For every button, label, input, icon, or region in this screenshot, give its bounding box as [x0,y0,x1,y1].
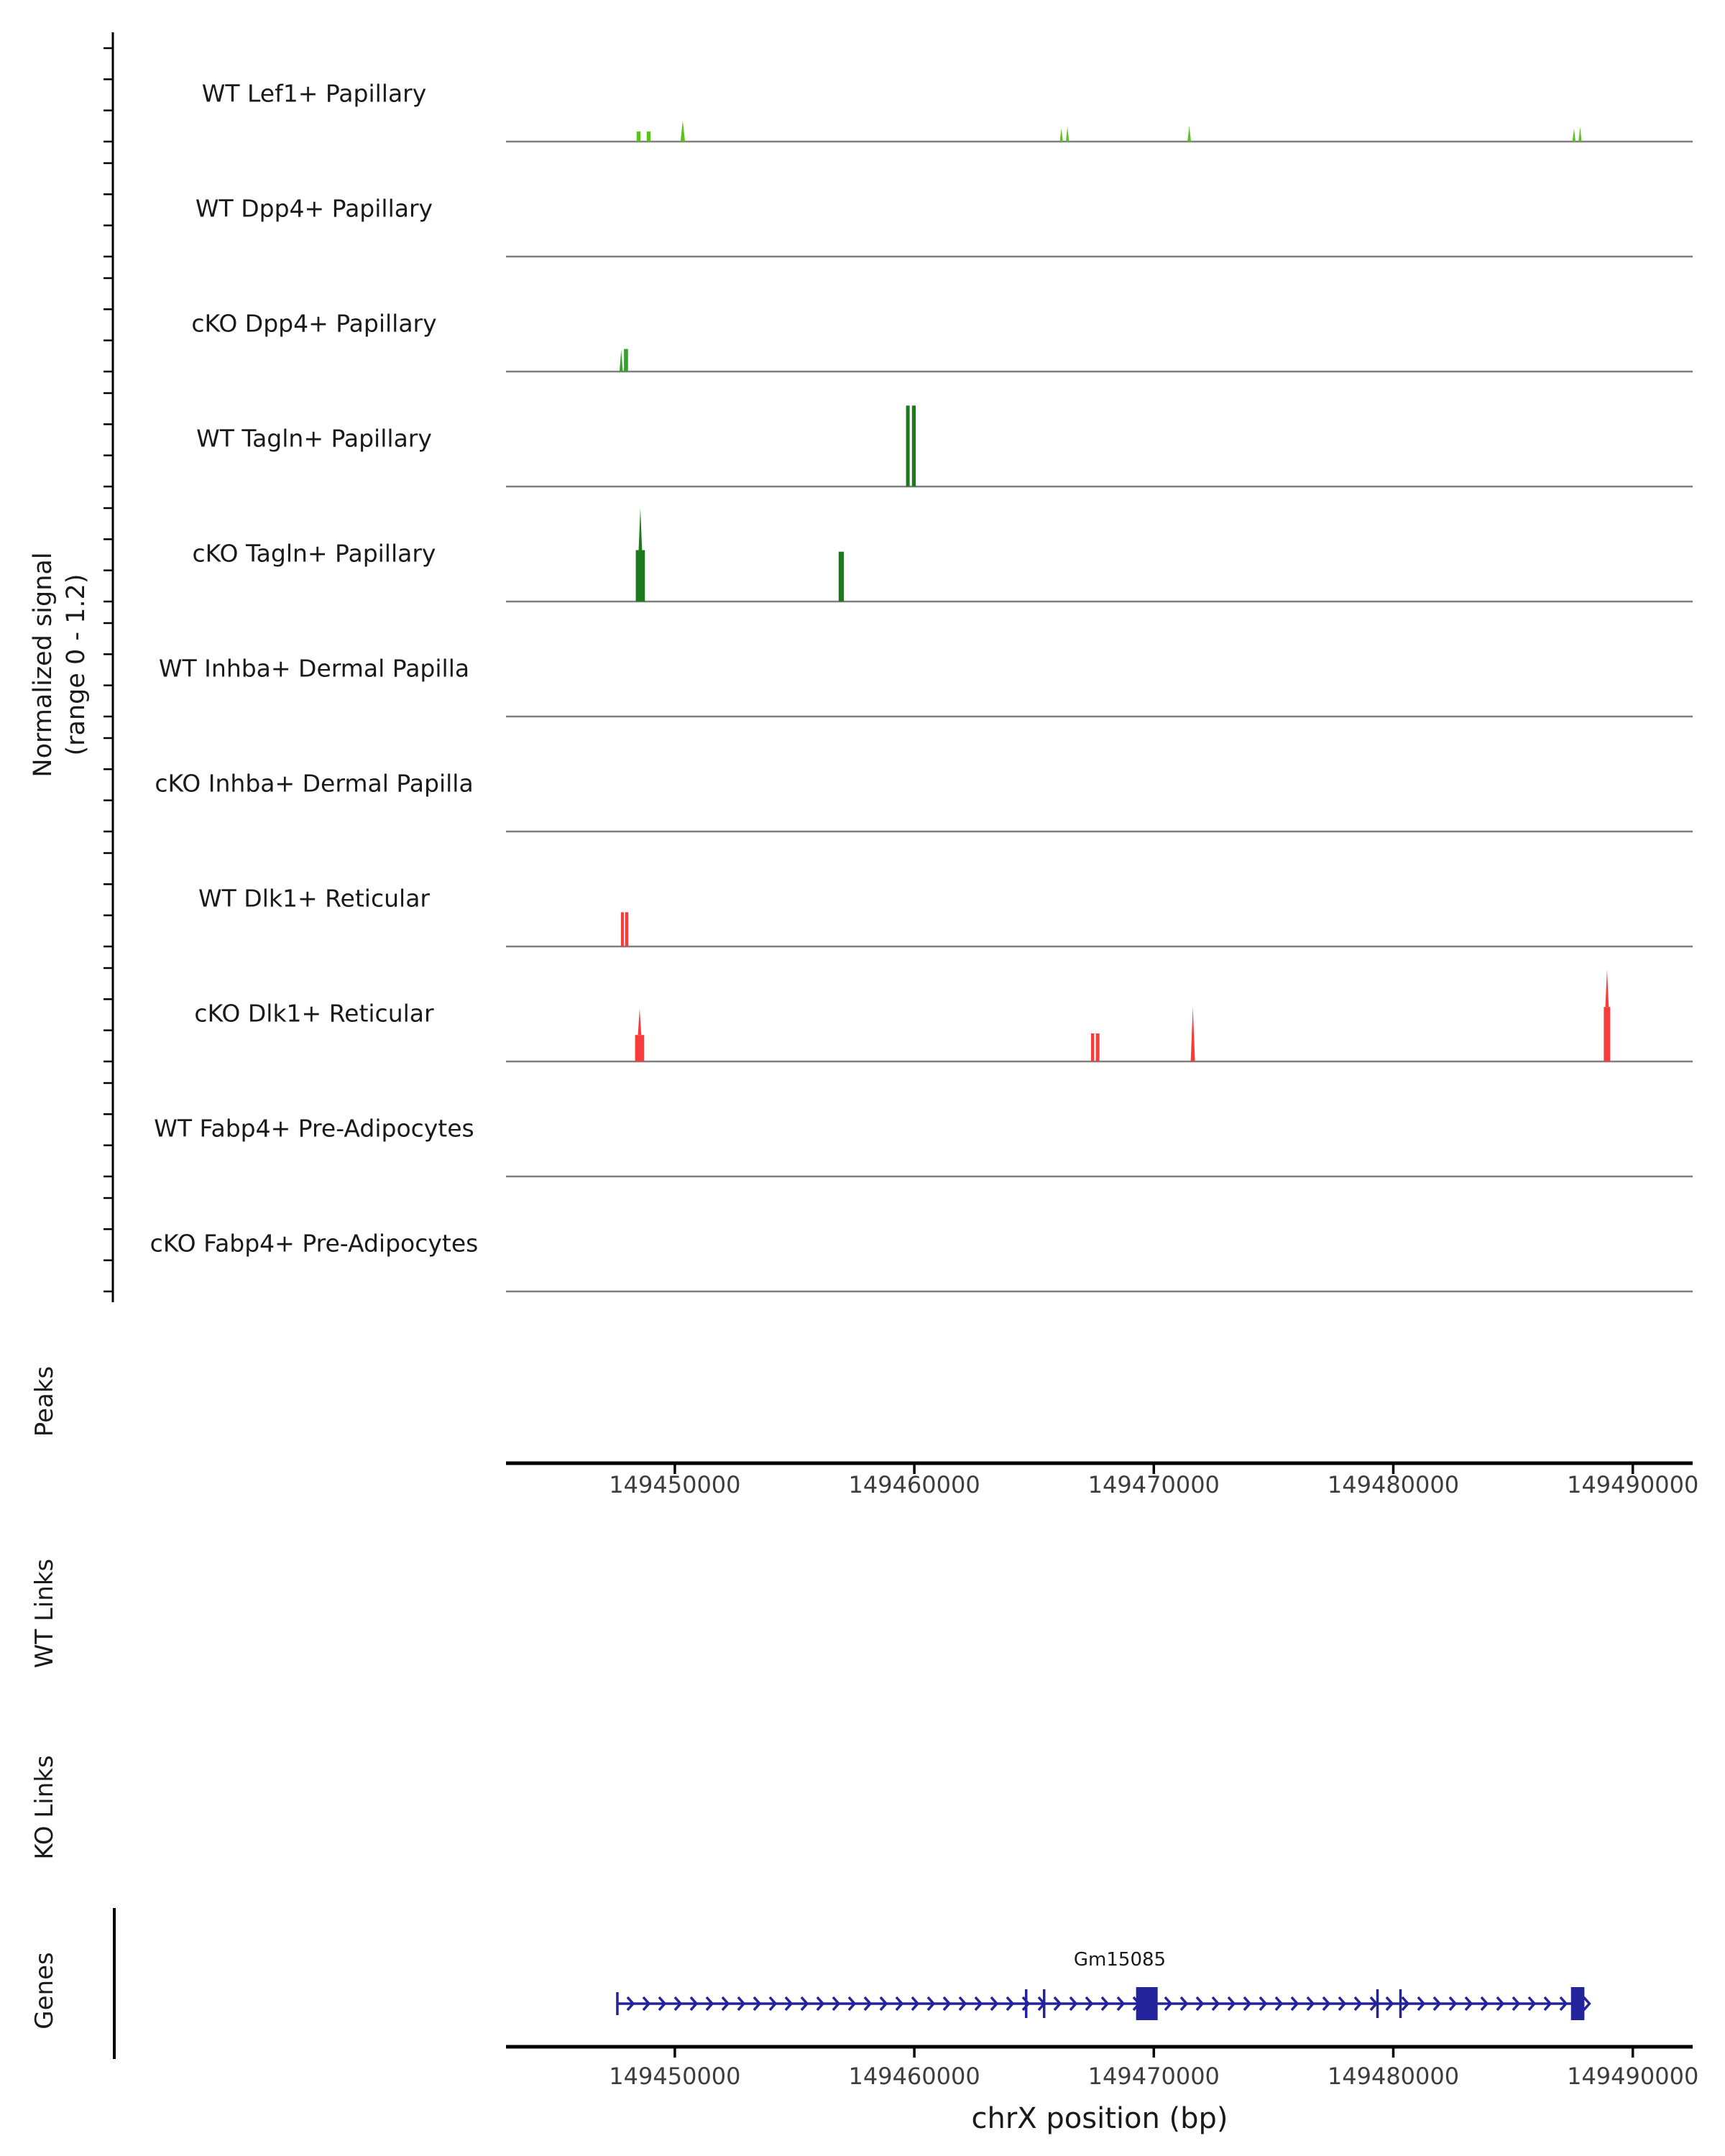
signal-peak [635,1035,645,1061]
signal-peak [912,405,916,487]
genes-axis-tick-label: 149490000 [1567,2063,1699,2090]
peaks-axis-tick-label: 149490000 [1567,1471,1699,1498]
signal-peak [1604,1007,1610,1061]
track-label: WT Dpp4+ Papillary [195,194,433,223]
section-label-wt-links: WT Links [30,1558,59,1669]
signal-peak [636,550,645,602]
genes-axis-tick-label: 149480000 [1327,2063,1460,2090]
signal-peak [637,132,640,142]
signal-peak [1066,126,1069,142]
section-label-genes: Genes [30,1952,59,2030]
genes-axis-tick-label: 149460000 [848,2063,980,2090]
section-label-ko-links: KO Links [30,1755,59,1860]
peaks-axis-tick-label: 149470000 [1087,1471,1220,1498]
peaks-axis-tick-label: 149460000 [848,1471,980,1498]
gene-exon-box [1571,1987,1585,2020]
signal-peak [1060,129,1063,142]
gene-strand-arrow [1583,1997,1589,2010]
peaks-axis-tick-label: 149480000 [1327,1471,1460,1498]
track-label: WT Fabp4+ Pre-Adipocytes [154,1114,474,1143]
section-label-peaks: Peaks [30,1365,59,1437]
signal-peak [1187,126,1191,142]
track-label: WT Lef1+ Papillary [201,79,427,108]
signal-peak [624,349,628,372]
y-axis-label [27,552,93,777]
signal-peak [1091,1033,1094,1061]
track-label: cKO Inhba+ Dermal Papilla [155,769,474,798]
signal-peak-spike [638,1008,642,1035]
gene-name-label: Gm15085 [1073,1949,1167,1971]
signal-peak [1573,129,1576,142]
y-axis-label-line1: Normalized signal [28,552,58,778]
signal-peak [681,121,685,142]
track-label: cKO Fabp4+ Pre-Adipocytes [150,1229,479,1258]
track-label: cKO Dpp4+ Papillary [191,309,437,338]
y-axis-label-line2: (range 0 - 1.2) [62,573,91,756]
signal-peak-spike [639,508,643,550]
signal-peak [647,132,650,142]
genes-axis-tick-label: 149470000 [1087,2063,1220,2090]
x-axis-title: chrX position (bp) [971,2102,1228,2135]
track-label: cKO Tagln+ Papillary [192,539,436,568]
track-label: WT Tagln+ Papillary [196,424,432,453]
gene-exon-box [1136,1987,1158,2020]
signal-peak-spike [1605,969,1609,1007]
signal-peak [625,912,629,946]
signal-peak [1578,126,1581,142]
signal-peak [1096,1033,1100,1061]
signal-peak [620,350,623,372]
signal-peak [621,912,624,946]
signal-peak [1191,1007,1195,1061]
track-label: cKO Dlk1+ Reticular [194,999,434,1028]
genes-axis-tick-label: 149450000 [609,2063,741,2090]
signal-peak [906,405,910,487]
track-label: WT Dlk1+ Reticular [198,884,430,913]
track-label: WT Inhba+ Dermal Papilla [158,654,470,683]
signal-peak [839,552,844,602]
peaks-axis-tick-label: 149450000 [609,1471,741,1498]
